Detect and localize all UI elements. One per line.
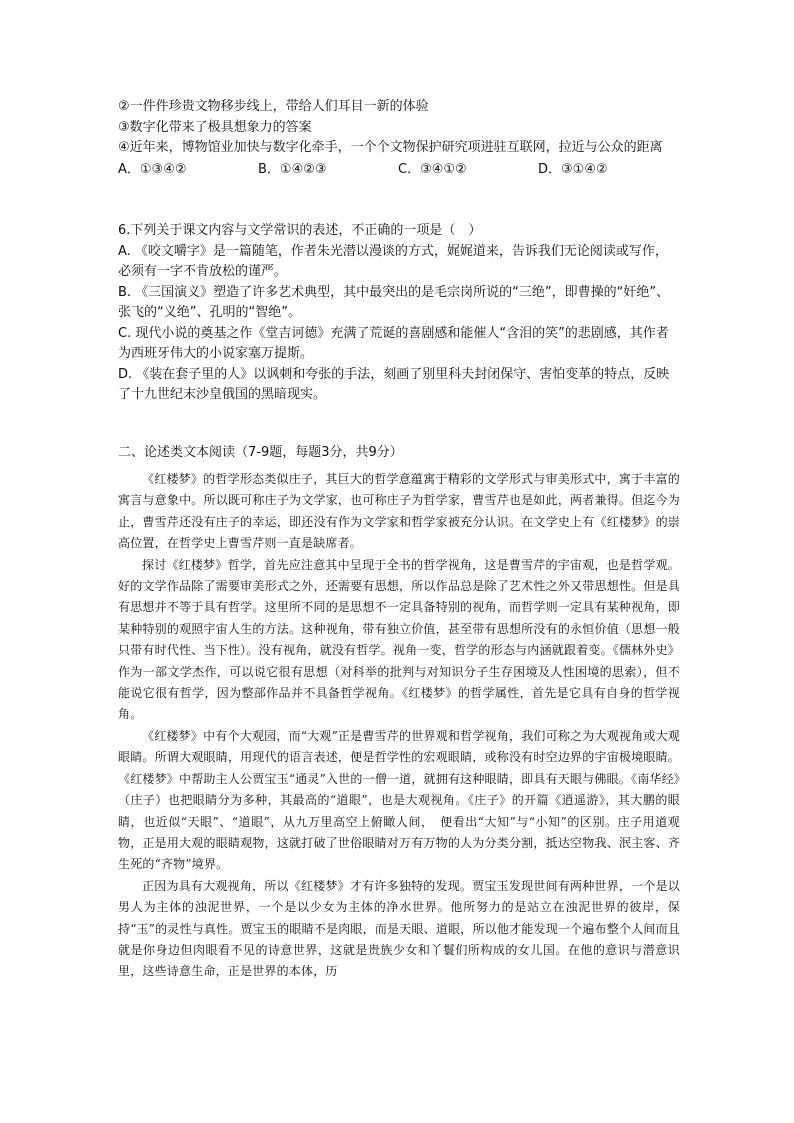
- q5-item-2: ②一件件珍贵文物移步线上，带给人们耳目一新的体验: [118, 99, 429, 114]
- passage-paragraph: 《红楼梦》中有个大观园，而“大观”正是曹雪芹的世界观和哲学视角，我们可称之为大观视角或大观眼睛。所谓大观眼睛，用现代的语言表述，便是哲学性的宏观眼睛，或称没有时空边界的宇宙极境眼睛。《红楼梦》中帮助主人公贾宝玉“通灵”入世的一僧一道，就拥有这种眼睛，即具有天眼与佛眼。《南华经》（庄子）也把眼睛分为多种，其最高的“道眼”，也是大观视角。《庄子》的开篇《逍遥游》，其大鹏的眼睛，也近似“天眼”、“道眼”，从九万里高空上俯瞰人间， 便看出“大知”与“小知”的区别。庄子用道观物，正是用大观的眼睛观物，这就打破了世俗眼睛对万有万物的人为分类分割，抵达空物我、泯主客、齐生死的“齐物”境界。: [118, 728, 680, 872]
- passage: [118, 469, 680, 983]
- q6-choice-a: A. 《咬文嚼字》是一篇随笔，作者朱光潜以漫谈的方式，娓娓道来，告诉我们无论阅读或写作，必须有一字不肯放松的谨严。: [118, 243, 668, 279]
- q5-options: [118, 160, 680, 180]
- q6-choice-c: C. 现代小说的奠基之作《堂吉诃德》充满了荒诞的喜剧感和能催人“含泪的笑”的悲剧感，其作者为西班牙伟大的小说家塞万提斯。: [118, 325, 669, 361]
- q5-option-d: D．③①④②: [538, 161, 608, 177]
- q6-stem: 6.下列关于课文内容与文学常识的表述，不正确的一项是（ ）: [118, 223, 482, 238]
- question-5-block: [118, 97, 680, 180]
- passage-paragraph: 《红楼梦》的哲学形态类似庄子，其巨大的哲学意蕴寓于精彩的文学形式与审美形式中，寓于丰富的寓言与意象中。所以既可称庄子为文学家，也可称庄子为哲学家，曹雪芹也是如此，两者兼得。但迄今为止，曹雪芹还没有庄子的幸运，即还没有作为文学家和哲学家被充分认识。在文学史上有《红楼梦》的崇高位置，在哲学史上曹雪芹则一直是缺席者。: [118, 472, 680, 551]
- q5-item-4: ④近年来，博物馆业加快与数字化牵手，一个个文物保护研究项进驻互联网，拉近与公众的距离: [118, 140, 663, 155]
- section-2-block: [118, 443, 680, 983]
- q6-choice-b: B. 《三国演义》塑造了许多艺术典型，其中最突出的是毛宗岗所说的“三绝”，即曹操的“奸绝”、张飞的“义绝”、孔明的“智绝”。: [118, 284, 670, 320]
- passage-paragraph: 探讨《红楼梦》哲学，首先应注意其中呈现于全书的哲学视角，这是曹雪芹的宇宙观，也是哲学观。好的文学作品除了需要审美形式之外，还需要有思想，所以作品总是除了艺术性之外又带思想性。但是具有思想并不等于具有哲学。这里所不同的是思想不一定具备特别的视角，而哲学则一定具有某种视角，即某种特别的观照宇宙人生的方法。这种视角，带有独立价值，甚至带有思想所没有的永恒价值（思想一般只带有时代性、当下性）。没有视角，就没有哲学。视角一变，哲学的形态与内涵就跟着变。《儒林外史》作为一部文学杰作，可以说它很有思想（对科举的批判与对知识分子生存困境及人性困境的思索），但不能说它很有哲学，因为整部作品并不具备哲学视角。《红楼梦》的哲学属性，首先是它具有自身的哲学视角。: [118, 557, 680, 722]
- q5-item-3: ③数字化带来了极具想象力的答案: [118, 119, 312, 135]
- q5-option-b: B．①④②③: [258, 161, 327, 177]
- passage-paragraph: 正因为具有大观视角，所以《红楼梦》才有许多独特的发现。贾宝玉发现世间有两种世界，一个是以男人为主体的浊泥世界，一个是以少女为主体的净水世界。他所努力的是站立在浊泥世界的彼岸，保持“玉”的灵性与真性。贾宝玉的眼睛不是肉眼，而是天眼、道眼，所以他才能发现一个遍布整个人间而且就是你身边但肉眼看不见的诗意世界，这就是贵族少女和丫鬟们所构成的女儿国。在他的意识与潜意识里，这些诗意生命，正是世界的本体，历: [118, 878, 680, 979]
- q6-choice-d: D. 《装在套子里的人》以讽刺和夸张的手法，刻画了别里科夫封闭保守、害怕变革的特点，反映了十九世纪末沙皇俄国的黑暗现实。: [118, 366, 670, 402]
- q5-option-c: C．③④①②: [398, 161, 467, 177]
- question-6-block: [118, 221, 680, 406]
- q5-option-a: A．①③④②: [118, 161, 187, 177]
- section-2-heading: 二、论述类文本阅读（7-9题，每题3分，共9分）: [118, 445, 403, 460]
